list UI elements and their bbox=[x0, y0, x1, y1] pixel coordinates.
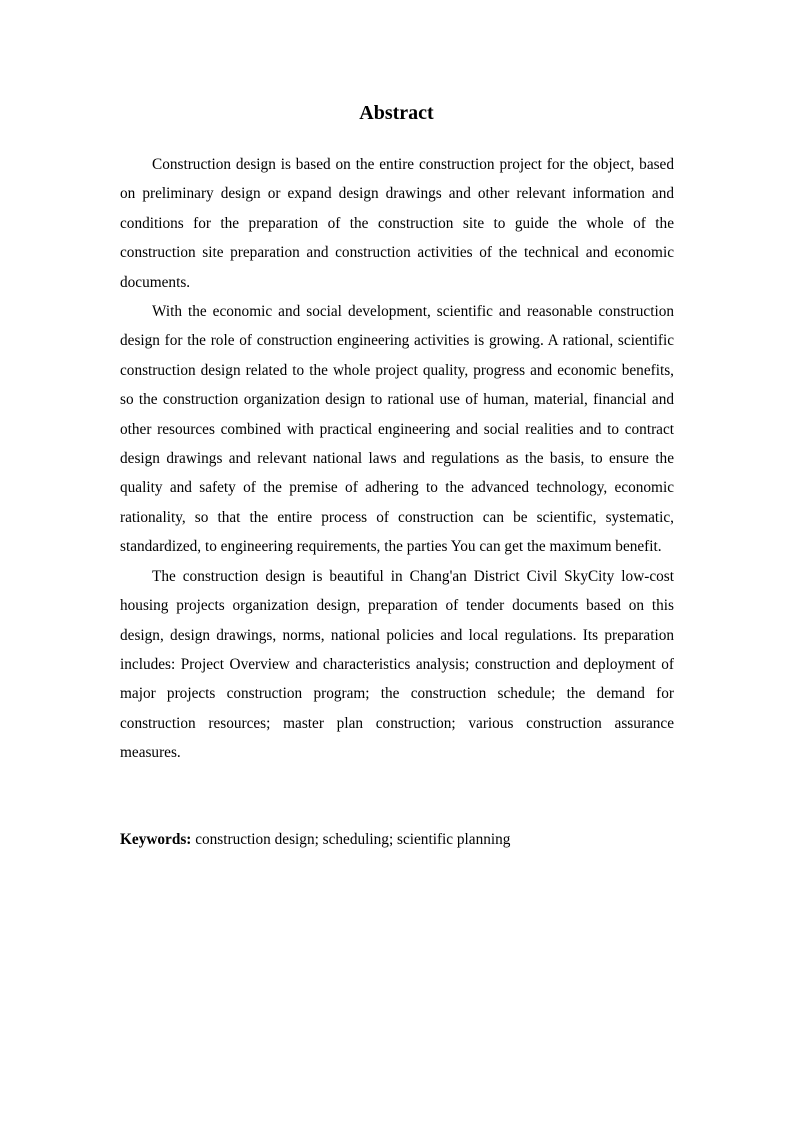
keywords-text: construction design; scheduling; scientific planning bbox=[191, 831, 511, 848]
abstract-paragraph-1: Construction design is based on the entire construction project for the object, based on preliminary design or expand design drawings and other relevant information and conditions for the preparation of the construction site to guide the whole of the construction site preparation and construction activities of the technical and economic documents. bbox=[120, 156, 674, 291]
abstract-paragraph-2: With the economic and social development, scientific and reasonable construction design for the role of construction engineering activities is growing. A rational, scientific construction design related to the whole project quality, progress and economic benefits, so the construction organization design to rational use of human, material, financial and other resources combined with practical engineering and social realities and to contract design drawings and relevant national laws and regulations as the basis, to ensure the quality and safety of the premise of adhering to the advanced technology, economic rationality, so that the entire process of construction can be scientific, systematic, standardized, to engineering requirements, the parties You can get the maximum benefit. bbox=[120, 303, 674, 556]
abstract-paragraph-3: The construction design is beautiful in Chang'an District Civil SkyCity low-cost housing projects organization design, preparation of tender documents based on this design, design drawings, norms, national policies and local regulations. Its preparation includes: Project Overview and characteristics analysis; construction and deployment of major projects construction program; the construction schedule; the demand for construction resources; master plan construction; various construction assurance measures. bbox=[120, 567, 674, 762]
abstract-body bbox=[120, 150, 674, 768]
keywords-label: Keywords: bbox=[120, 831, 192, 848]
abstract-title: Abstract bbox=[359, 102, 434, 124]
keywords-line bbox=[120, 825, 674, 854]
